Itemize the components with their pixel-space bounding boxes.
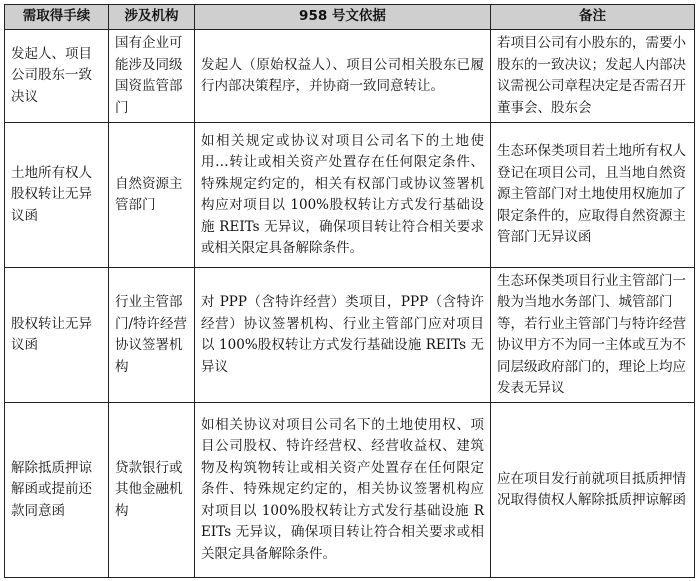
table-body xyxy=(5,30,695,578)
cell-procedure: 股权转让无异议函 xyxy=(5,268,109,403)
header-row xyxy=(5,5,695,30)
table-row xyxy=(5,30,695,123)
header-basis: 958 号文依据 xyxy=(195,5,491,30)
cell-note: 生态环保类项目若土地所有权人登记在项目公司，且当地自然资源主管部门对土地使用权施加了限定条件的，应取得自然资源主管部门无异议函 xyxy=(491,123,695,268)
cell-institution: 贷款银行或其他金融机构 xyxy=(109,403,195,578)
cell-note: 应在项目发行前就项目抵质押情况取得债权人解除抵质押谅解函 xyxy=(491,403,695,578)
procedures-table xyxy=(4,4,695,578)
cell-procedure: 土地所有权人股权转让无异议函 xyxy=(5,123,109,268)
cell-basis: 如相关规定或协议对项目公司名下的土地使用…转让或相关资产处置存在任何限定条件、特殊规定约定的，相关有权部门或协议签署机构应对项目以 100%股权转让方式发行基础设施 REITs 无异议，确保项目转让符合相关要求或相关限定具备解除条件。 xyxy=(195,123,491,268)
cell-basis: 发起人（原始权益人）、项目公司相关股东已履行内部决策程序，并协商一致同意转让。 xyxy=(195,30,491,123)
cell-basis: 对 PPP（含特许经营）类项目，PPP（含特许经营）协议签署机构、行业主管部门应对项目以 100%股权转让方式发行基础设施 REITs 无异议 xyxy=(195,268,491,403)
cell-procedure: 发起人、项目公司股东一致决议 xyxy=(5,30,109,123)
cell-basis: 如相关协议对项目公司名下的土地使用权、项目公司股权、特许经营权、经营收益权、建筑物及构筑物转让或相关资产处置存在任何限定条件、特殊规定约定的，相关协议签署机构应对项目以 100%股权转让方式发行基础设施 REITs 无异议，确保项目转让符合相关要求或相关限定具备解除条件。 xyxy=(195,403,491,578)
cell-institution: 行业主管部门/特许经营协议签署机构 xyxy=(109,268,195,403)
table-row xyxy=(5,123,695,268)
cell-institution: 国有企业可能涉及同级国资监管部门 xyxy=(109,30,195,123)
cell-procedure: 解除抵质押谅解函或提前还款同意函 xyxy=(5,403,109,578)
cell-note: 生态环保类项目行业主管部门一般为当地水务部门、城管部门等，若行业主管部门与特许经营协议甲方不为同一主体或互为不同层级政府部门的，理论上均应发表无异议 xyxy=(491,268,695,403)
table-row xyxy=(5,268,695,403)
table-row xyxy=(5,403,695,578)
cell-institution: 自然资源主管部门 xyxy=(109,123,195,268)
header-procedure: 需取得手续 xyxy=(5,5,109,30)
header-note: 备注 xyxy=(491,5,695,30)
cell-note: 若项目公司有小股东的，需要小股东的一致决议；发起人内部决议需视公司章程决定是否需召开董事会、股东会 xyxy=(491,30,695,123)
header-institution: 涉及机构 xyxy=(109,5,195,30)
table-header xyxy=(5,5,695,30)
